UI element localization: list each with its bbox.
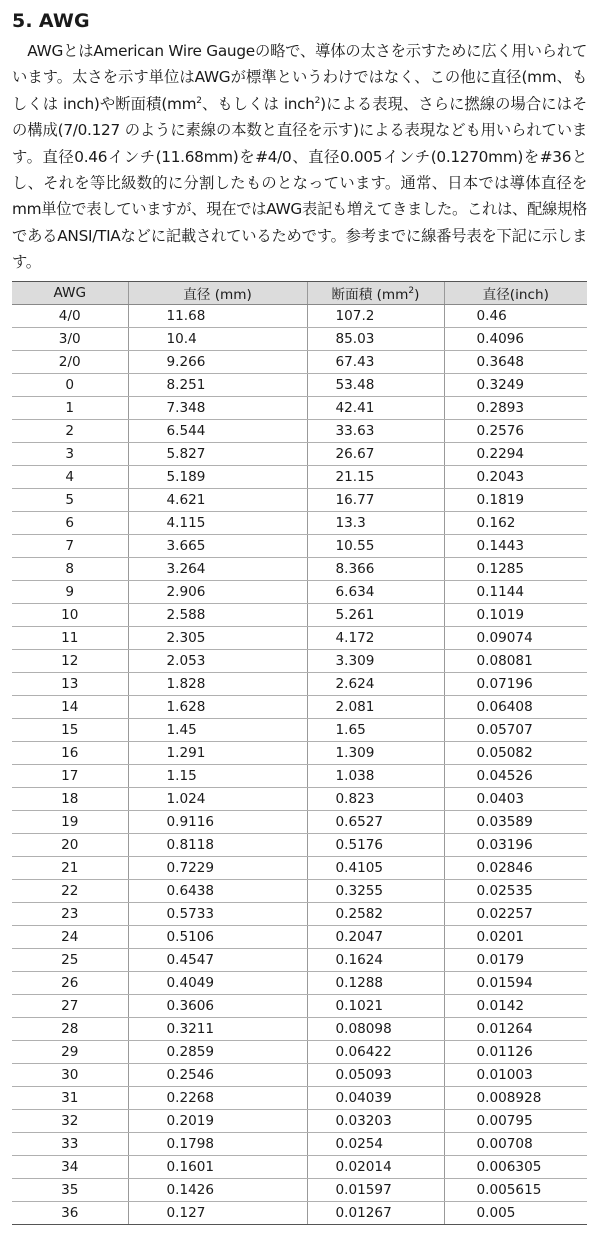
cell-awg: 36: [12, 1202, 128, 1225]
cell-area-mm2: 21.15: [307, 466, 444, 489]
cell-diameter-inch: 0.1819: [444, 489, 587, 512]
cell-diameter-inch: 0.2893: [444, 397, 587, 420]
cell-awg: 15: [12, 719, 128, 742]
cell-diameter-mm: 11.68: [128, 305, 307, 328]
cell-area-mm2: 0.01267: [307, 1202, 444, 1225]
cell-diameter-inch: 0.00708: [444, 1133, 587, 1156]
cell-diameter-mm: 0.127: [128, 1202, 307, 1225]
cell-area-mm2: 10.55: [307, 535, 444, 558]
cell-diameter-mm: 1.024: [128, 788, 307, 811]
cell-awg: 32: [12, 1110, 128, 1133]
cell-diameter-mm: 0.2019: [128, 1110, 307, 1133]
table-row: [12, 857, 587, 880]
cell-diameter-inch: 0.1443: [444, 535, 587, 558]
cell-awg: 33: [12, 1133, 128, 1156]
table-row: [12, 1202, 587, 1225]
cell-diameter-mm: 0.5733: [128, 903, 307, 926]
cell-diameter-inch: 0.3249: [444, 374, 587, 397]
cell-diameter-mm: 8.251: [128, 374, 307, 397]
cell-diameter-inch: 0.008928: [444, 1087, 587, 1110]
cell-diameter-mm: 2.305: [128, 627, 307, 650]
cell-diameter-inch: 0.01126: [444, 1041, 587, 1064]
table-row: [12, 719, 587, 742]
table-row: [12, 834, 587, 857]
table-row: [12, 673, 587, 696]
table-row: [12, 1041, 587, 1064]
awg-table-header: [12, 282, 587, 305]
cell-diameter-mm: 1.828: [128, 673, 307, 696]
cell-diameter-mm: 2.053: [128, 650, 307, 673]
cell-awg: 27: [12, 995, 128, 1018]
cell-area-mm2: 0.05093: [307, 1064, 444, 1087]
table-row: [12, 558, 587, 581]
cell-area-mm2: 5.261: [307, 604, 444, 627]
cell-area-mm2: 1.65: [307, 719, 444, 742]
header-area-text: 断面積 (mm: [331, 287, 409, 303]
cell-diameter-mm: 3.264: [128, 558, 307, 581]
cell-diameter-inch: 0.03589: [444, 811, 587, 834]
cell-diameter-inch: 0.01003: [444, 1064, 587, 1087]
cell-diameter-mm: 0.8118: [128, 834, 307, 857]
cell-awg: 18: [12, 788, 128, 811]
cell-diameter-mm: 9.266: [128, 351, 307, 374]
cell-area-mm2: 26.67: [307, 443, 444, 466]
cell-area-mm2: 0.08098: [307, 1018, 444, 1041]
cell-area-mm2: 0.2047: [307, 926, 444, 949]
cell-diameter-inch: 0.08081: [444, 650, 587, 673]
cell-awg: 4/0: [12, 305, 128, 328]
cell-diameter-inch: 0.0403: [444, 788, 587, 811]
cell-diameter-inch: 0.2043: [444, 466, 587, 489]
cell-area-mm2: 3.309: [307, 650, 444, 673]
table-row: [12, 627, 587, 650]
table-row: [12, 765, 587, 788]
intro-text-3: )による表現、さらに撚線の場合にはその構成(7/0.127 のように素線の本数と直径を示す)による表現なども用いられています。直径0.46インチ(11.68mm)を#4/0、直径0.005インチ(0.1270mm)を#36とし、それを等比級数的に分割したものとなっています。通常、日本では導体直径をmm単位で表していますが、現在ではAWG表記も増えてきました。これは、配線規格であるANSI/TIAなどに記載されているためです。参考までに線番号表を下記に示します。: [12, 94, 587, 272]
cell-awg: 19: [12, 811, 128, 834]
cell-awg: 16: [12, 742, 128, 765]
cell-awg: 3/0: [12, 328, 128, 351]
cell-awg: 30: [12, 1064, 128, 1087]
intro-paragraph: [12, 38, 587, 276]
cell-diameter-inch: 0.162: [444, 512, 587, 535]
cell-diameter-mm: 0.5106: [128, 926, 307, 949]
table-row: [12, 443, 587, 466]
cell-awg: 2: [12, 420, 128, 443]
cell-diameter-inch: 0.2294: [444, 443, 587, 466]
cell-diameter-mm: 0.4049: [128, 972, 307, 995]
cell-awg: 2/0: [12, 351, 128, 374]
awg-table-body: [12, 305, 587, 1225]
cell-area-mm2: 1.038: [307, 765, 444, 788]
cell-diameter-inch: 0.005615: [444, 1179, 587, 1202]
cell-diameter-inch: 0.1285: [444, 558, 587, 581]
cell-awg: 24: [12, 926, 128, 949]
cell-area-mm2: 0.01597: [307, 1179, 444, 1202]
header-area-close: ): [414, 287, 420, 303]
cell-diameter-inch: 0.00795: [444, 1110, 587, 1133]
cell-awg: 20: [12, 834, 128, 857]
cell-area-mm2: 0.02014: [307, 1156, 444, 1179]
cell-area-mm2: 0.06422: [307, 1041, 444, 1064]
header-area: [307, 282, 444, 305]
cell-area-mm2: 0.823: [307, 788, 444, 811]
cell-diameter-inch: 0.06408: [444, 696, 587, 719]
table-row: [12, 926, 587, 949]
cell-awg: 0: [12, 374, 128, 397]
cell-diameter-mm: 0.2859: [128, 1041, 307, 1064]
cell-diameter-inch: 0.01264: [444, 1018, 587, 1041]
header-diameter-mm: 直径 (mm): [128, 282, 307, 305]
header-area-superscript: 2: [408, 286, 415, 296]
cell-awg: 31: [12, 1087, 128, 1110]
cell-diameter-mm: 0.1426: [128, 1179, 307, 1202]
cell-awg: 14: [12, 696, 128, 719]
table-row: [12, 604, 587, 627]
cell-diameter-mm: 6.544: [128, 420, 307, 443]
cell-awg: 17: [12, 765, 128, 788]
cell-diameter-mm: 1.45: [128, 719, 307, 742]
cell-diameter-mm: 1.628: [128, 696, 307, 719]
table-row: [12, 351, 587, 374]
cell-diameter-inch: 0.3648: [444, 351, 587, 374]
cell-area-mm2: 0.4105: [307, 857, 444, 880]
cell-diameter-mm: 0.2546: [128, 1064, 307, 1087]
cell-area-mm2: 4.172: [307, 627, 444, 650]
cell-area-mm2: 67.43: [307, 351, 444, 374]
cell-diameter-mm: 1.291: [128, 742, 307, 765]
cell-area-mm2: 53.48: [307, 374, 444, 397]
cell-area-mm2: 2.081: [307, 696, 444, 719]
cell-awg: 3: [12, 443, 128, 466]
cell-diameter-inch: 0.02846: [444, 857, 587, 880]
intro-superscript-2: 2: [314, 95, 321, 106]
header-awg: AWG: [12, 282, 128, 305]
cell-area-mm2: 0.3255: [307, 880, 444, 903]
cell-awg: 22: [12, 880, 128, 903]
cell-diameter-mm: 0.6438: [128, 880, 307, 903]
table-row: [12, 788, 587, 811]
cell-diameter-mm: 2.588: [128, 604, 307, 627]
table-row: [12, 397, 587, 420]
cell-area-mm2: 85.03: [307, 328, 444, 351]
cell-diameter-inch: 0.1144: [444, 581, 587, 604]
section-number: 5.: [12, 10, 33, 32]
cell-diameter-inch: 0.07196: [444, 673, 587, 696]
table-row: [12, 880, 587, 903]
cell-diameter-mm: 0.3606: [128, 995, 307, 1018]
cell-diameter-mm: 0.3211: [128, 1018, 307, 1041]
cell-area-mm2: 2.624: [307, 673, 444, 696]
table-row: [12, 420, 587, 443]
cell-awg: 26: [12, 972, 128, 995]
cell-awg: 34: [12, 1156, 128, 1179]
cell-diameter-inch: 0.01594: [444, 972, 587, 995]
table-row: [12, 535, 587, 558]
cell-area-mm2: 8.366: [307, 558, 444, 581]
awg-table: [12, 281, 587, 1225]
cell-awg: 1: [12, 397, 128, 420]
cell-awg: 35: [12, 1179, 128, 1202]
table-row: [12, 1087, 587, 1110]
table-row: [12, 650, 587, 673]
cell-area-mm2: 0.04039: [307, 1087, 444, 1110]
cell-diameter-mm: 4.621: [128, 489, 307, 512]
table-row: [12, 1179, 587, 1202]
table-row: [12, 1110, 587, 1133]
cell-area-mm2: 0.2582: [307, 903, 444, 926]
cell-diameter-inch: 0.006305: [444, 1156, 587, 1179]
cell-area-mm2: 0.1624: [307, 949, 444, 972]
header-diameter-inch: 直径(inch): [444, 282, 587, 305]
cell-awg: 6: [12, 512, 128, 535]
intro-text-2: 、もしくは inch: [201, 94, 315, 113]
cell-diameter-inch: 0.4096: [444, 328, 587, 351]
cell-diameter-inch: 0.1019: [444, 604, 587, 627]
cell-area-mm2: 13.3: [307, 512, 444, 535]
table-row: [12, 811, 587, 834]
cell-diameter-inch: 0.03196: [444, 834, 587, 857]
table-row: [12, 581, 587, 604]
table-row: [12, 489, 587, 512]
section-title: AWG: [38, 10, 90, 32]
cell-diameter-inch: 0.46: [444, 305, 587, 328]
table-row: [12, 1156, 587, 1179]
cell-diameter-mm: 7.348: [128, 397, 307, 420]
cell-awg: 11: [12, 627, 128, 650]
section-heading: [12, 0, 587, 34]
table-row: [12, 466, 587, 489]
cell-awg: 5: [12, 489, 128, 512]
table-row: [12, 742, 587, 765]
cell-area-mm2: 0.5176: [307, 834, 444, 857]
table-row: [12, 512, 587, 535]
cell-awg: 23: [12, 903, 128, 926]
cell-area-mm2: 6.634: [307, 581, 444, 604]
cell-diameter-mm: 5.189: [128, 466, 307, 489]
cell-diameter-mm: 0.9116: [128, 811, 307, 834]
cell-diameter-inch: 0.0142: [444, 995, 587, 1018]
cell-awg: 28: [12, 1018, 128, 1041]
cell-diameter-mm: 1.15: [128, 765, 307, 788]
cell-area-mm2: 33.63: [307, 420, 444, 443]
table-row: [12, 374, 587, 397]
cell-diameter-inch: 0.04526: [444, 765, 587, 788]
table-row: [12, 305, 587, 328]
cell-area-mm2: 16.77: [307, 489, 444, 512]
cell-awg: 8: [12, 558, 128, 581]
cell-diameter-inch: 0.02535: [444, 880, 587, 903]
intro-text-1: AWGとはAmerican Wire Gaugeの略で、導体の太さを示すために広く用いられています。太さを示す単位はAWGが標準というわけではなく、この他に直径(mm、もしくは inch)や断面積(mm: [12, 42, 587, 113]
table-row: [12, 696, 587, 719]
cell-diameter-inch: 0.05707: [444, 719, 587, 742]
cell-area-mm2: 42.41: [307, 397, 444, 420]
table-row: [12, 1064, 587, 1087]
cell-area-mm2: 0.1021: [307, 995, 444, 1018]
cell-awg: 9: [12, 581, 128, 604]
cell-area-mm2: 1.309: [307, 742, 444, 765]
cell-diameter-inch: 0.09074: [444, 627, 587, 650]
cell-diameter-mm: 0.7229: [128, 857, 307, 880]
cell-diameter-mm: 2.906: [128, 581, 307, 604]
cell-awg: 12: [12, 650, 128, 673]
table-row: [12, 1133, 587, 1156]
cell-diameter-mm: 0.1601: [128, 1156, 307, 1179]
table-row: [12, 972, 587, 995]
cell-awg: 10: [12, 604, 128, 627]
intro-superscript-1: 2: [196, 95, 202, 106]
cell-diameter-mm: 0.1798: [128, 1133, 307, 1156]
cell-awg: 29: [12, 1041, 128, 1064]
cell-area-mm2: 0.1288: [307, 972, 444, 995]
cell-diameter-mm: 10.4: [128, 328, 307, 351]
header-row: [12, 282, 587, 305]
cell-awg: 21: [12, 857, 128, 880]
cell-diameter-inch: 0.2576: [444, 420, 587, 443]
table-row: [12, 903, 587, 926]
cell-awg: 25: [12, 949, 128, 972]
table-row: [12, 995, 587, 1018]
cell-area-mm2: 0.0254: [307, 1133, 444, 1156]
cell-diameter-inch: 0.05082: [444, 742, 587, 765]
cell-area-mm2: 0.03203: [307, 1110, 444, 1133]
cell-diameter-mm: 0.2268: [128, 1087, 307, 1110]
cell-awg: 13: [12, 673, 128, 696]
cell-diameter-mm: 5.827: [128, 443, 307, 466]
table-row: [12, 1018, 587, 1041]
cell-diameter-mm: 3.665: [128, 535, 307, 558]
cell-awg: 4: [12, 466, 128, 489]
cell-diameter-mm: 0.4547: [128, 949, 307, 972]
cell-awg: 7: [12, 535, 128, 558]
cell-diameter-inch: 0.0179: [444, 949, 587, 972]
cell-area-mm2: 107.2: [307, 305, 444, 328]
table-row: [12, 328, 587, 351]
table-row: [12, 949, 587, 972]
cell-diameter-mm: 4.115: [128, 512, 307, 535]
cell-diameter-inch: 0.005: [444, 1202, 587, 1225]
cell-diameter-inch: 0.02257: [444, 903, 587, 926]
cell-area-mm2: 0.6527: [307, 811, 444, 834]
cell-diameter-inch: 0.0201: [444, 926, 587, 949]
